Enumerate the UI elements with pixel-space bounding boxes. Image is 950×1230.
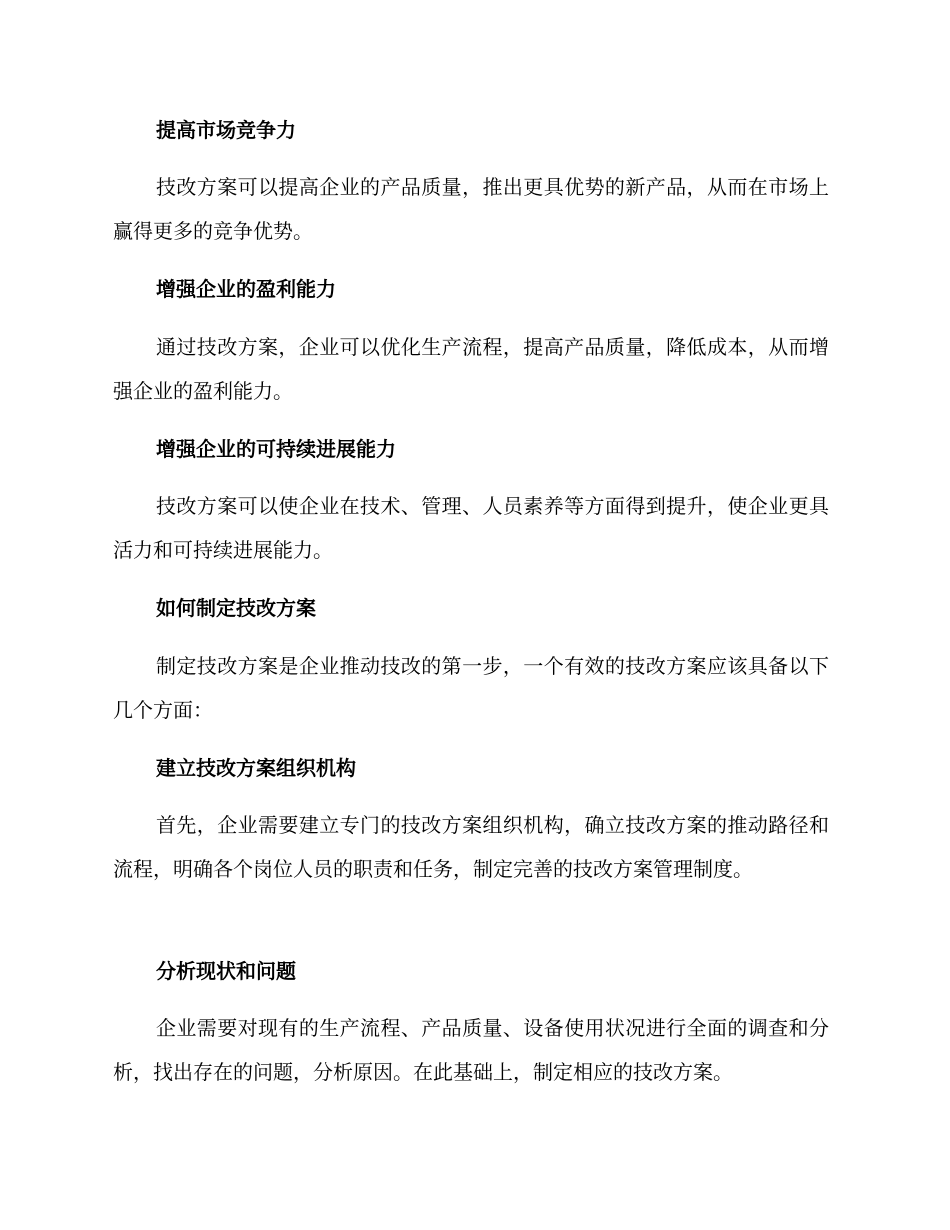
section-paragraph-profitability: 通过技改方案，企业可以优化生产流程，提高产品质量，降低成本，从而增强企业的盈利能力。 xyxy=(113,335,829,403)
section-heading-organization: 建立技改方案组织机构 xyxy=(156,756,356,780)
section-heading-how-to-plan: 如何制定技改方案 xyxy=(156,596,316,620)
section-paragraph-sustainability: 技改方案可以使企业在技术、管理、人员素养等方面得到提升，使企业更具活力和可持续进展能力。 xyxy=(113,494,829,562)
section-heading-profitability: 增强企业的盈利能力 xyxy=(156,277,336,301)
section-heading-sustainability: 增强企业的可持续进展能力 xyxy=(156,437,396,461)
section-heading-analysis: 分析现状和问题 xyxy=(156,959,296,983)
section-paragraph-analysis: 企业需要对现有的生产流程、产品质量、设备使用状况进行全面的调查和分析，找出存在的问题，分析原因。在此基础上，制定相应的技改方案。 xyxy=(113,1016,829,1084)
section-paragraph-market-competitiveness: 技改方案可以提高企业的产品质量，推出更具优势的新产品，从而在市场上赢得更多的竞争优势。 xyxy=(113,175,829,243)
section-paragraph-organization: 首先，企业需要建立专门的技改方案组织机构，确立技改方案的推动路径和流程，明确各个岗位人员的职责和任务，制定完善的技改方案管理制度。 xyxy=(113,813,829,881)
section-heading-market-competitiveness: 提高市场竞争力 xyxy=(156,118,296,142)
section-paragraph-how-to-plan: 制定技改方案是企业推动技改的第一步，一个有效的技改方案应该具备以下几个方面： xyxy=(113,654,829,722)
